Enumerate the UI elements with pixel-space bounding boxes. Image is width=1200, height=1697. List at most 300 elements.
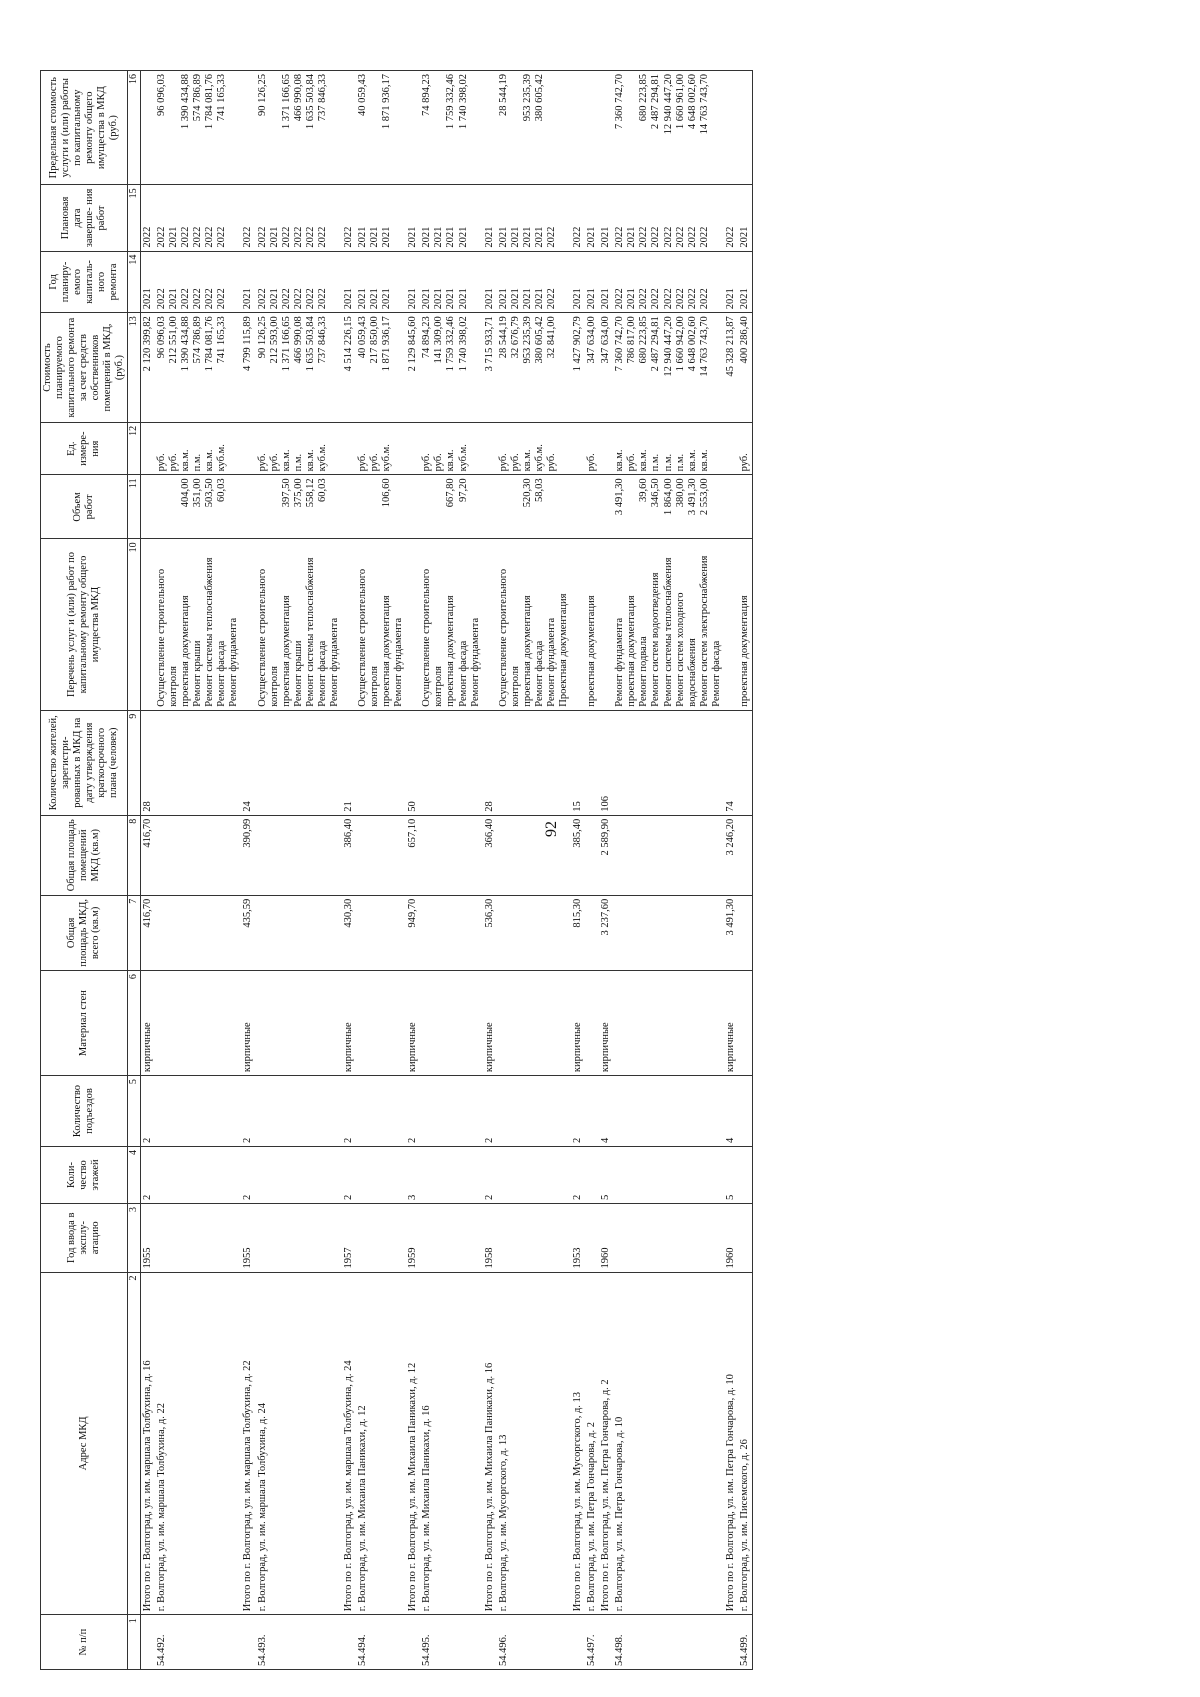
cell-address: Итого по г. Волгоград, ул. им. Михаила Паникахи, д. 16 — [483, 1272, 497, 1615]
cell-completion-year: 2022 — [571, 185, 585, 251]
table-row — [613, 71, 724, 1670]
table-row — [342, 71, 356, 1670]
cell-cost: 74 894,23 141 309,00 1 759 332,46 1 740 398,02 — [420, 313, 482, 423]
cell-row-number: 54.492. — [155, 1615, 241, 1670]
cell-work-list: Осуществление строительного контроля проектная документация Ремонт крыши Ремонт системы теплоснабжения Ремонт фасада Ремонт фундамента — [155, 539, 241, 710]
cell-work-list: Ремонт фундамента проектная документация Ремонт подвала Ремонт систем водоотведения Ремонт системы теплоснабжения Ремонт систем холодного водоснабжения Ремонт систем электроснабжения Ремонт фасада — [613, 539, 724, 710]
cell-address: г. Волгоград, ул. им. Михаила Паникахи, д. 16 — [420, 1272, 482, 1615]
cell-cost: 347 634,00 — [599, 313, 613, 423]
cell-floors — [155, 1146, 241, 1203]
column-index-13: 13 — [128, 313, 141, 423]
cell-total-area — [420, 895, 482, 970]
cell-planned-year: 2021 — [483, 251, 497, 313]
table-row — [420, 71, 482, 1670]
cell-unit: руб. руб. кв.м. куб.м. — [420, 422, 482, 475]
cell-entrances — [497, 1076, 571, 1147]
column-index-6: 6 — [128, 971, 141, 1076]
cell-floors — [497, 1146, 571, 1203]
cell-cost: 1 427 902,79 — [571, 313, 585, 423]
table-row — [599, 71, 613, 1670]
cell-year-built: 1959 — [406, 1204, 420, 1273]
cell-work-volume: 3 491,30 39,60 346,50 1 864,00 380,00 3 491,30 2 553,00 — [613, 475, 724, 539]
page-number: 92 — [543, 821, 560, 837]
table-row — [738, 71, 753, 1670]
cell-address: Итого по г. Волгоград, ул. им. Петра Гончарова, д. 10 — [724, 1272, 738, 1615]
cell-planned-year: 2021 — [342, 251, 356, 313]
cell-work-list — [406, 539, 420, 710]
cell-address: Итого по г. Волгоград, ул. им. маршала Толбухина, д. 24 — [342, 1272, 356, 1615]
cell-total-area — [356, 895, 406, 970]
capital-repair-table — [40, 70, 753, 1670]
cell-cost: 4 799 115,89 — [241, 313, 255, 423]
column-header-3: Год ввода в эксплу- атацию — [41, 1204, 128, 1273]
cell-work-volume — [241, 475, 255, 539]
cell-limit-cost: 96 096,03 1 390 434,88 574 786,89 1 784 081,76 741 165,33 — [155, 71, 241, 185]
cell-floors — [738, 1146, 753, 1203]
cell-entrances: 4 — [599, 1076, 613, 1147]
cell-residents — [497, 710, 571, 815]
cell-planned-year: 2021 — [406, 251, 420, 313]
table-row — [571, 71, 585, 1670]
cell-wall-material — [738, 971, 753, 1076]
cell-work-list — [342, 539, 356, 710]
cell-unit — [342, 422, 356, 475]
cell-completion-year: 2021 2021 2021 — [356, 185, 406, 251]
cell-entrances — [256, 1076, 342, 1147]
cell-premises-area — [585, 815, 599, 895]
cell-work-volume: 404,00 351,00 503,50 60,03 — [155, 475, 241, 539]
cell-entrances: 2 — [241, 1076, 255, 1147]
cell-completion-year: 2022 — [342, 185, 356, 251]
cell-total-area: 536,30 — [483, 895, 497, 970]
column-header-2: Адрес МКД — [41, 1272, 128, 1615]
cell-premises-area — [613, 815, 724, 895]
cell-floors: 5 — [599, 1146, 613, 1203]
cell-row-number: 54.495. — [420, 1615, 482, 1670]
cell-wall-material: кирпичные — [571, 971, 585, 1076]
cell-limit-cost — [483, 71, 497, 185]
cell-year-built — [497, 1204, 571, 1273]
cell-address: Итого по г. Волгоград, ул. им. маршала Толбухина, д. 22 — [241, 1272, 255, 1615]
cell-residents — [155, 710, 241, 815]
cell-residents — [356, 710, 406, 815]
cell-row-number — [724, 1615, 738, 1670]
cell-address: Итого по г. Волгоград, ул. им. Петра Гончарова, д. 2 — [599, 1272, 613, 1615]
cell-wall-material — [420, 971, 482, 1076]
cell-limit-cost — [140, 71, 155, 185]
cell-planned-year: 2021 — [724, 251, 738, 313]
cell-entrances: 2 — [342, 1076, 356, 1147]
cell-entrances — [613, 1076, 724, 1147]
cell-work-list — [241, 539, 255, 710]
cell-entrances — [356, 1076, 406, 1147]
cell-unit — [406, 422, 420, 475]
cell-work-volume — [599, 475, 613, 539]
cell-work-volume — [571, 475, 585, 539]
cell-year-built — [738, 1204, 753, 1273]
cell-floors: 2 — [483, 1146, 497, 1203]
cell-work-volume — [483, 475, 497, 539]
cell-floors — [585, 1146, 599, 1203]
cell-completion-year: 2022 2021 2022 2022 2022 2022 — [256, 185, 342, 251]
cell-premises-area: 416,70 — [140, 815, 155, 895]
cell-planned-year: 2021 — [571, 251, 585, 313]
cell-work-volume: 667,80 97,20 — [420, 475, 482, 539]
column-header-13: Стоимость планируемого капитального ремонта за счет средств собственников помещений в МКД, (руб.) — [41, 313, 128, 423]
cell-wall-material: кирпичные — [406, 971, 420, 1076]
cell-premises-area — [155, 815, 241, 895]
column-index-11: 11 — [128, 475, 141, 539]
cell-completion-year: 2021 — [483, 185, 497, 251]
cell-floors — [356, 1146, 406, 1203]
table-row — [497, 71, 571, 1670]
cell-planned-year: 2021 2021 2021 2021 2022 — [497, 251, 571, 313]
cell-wall-material — [356, 971, 406, 1076]
cell-work-list: Осуществление строительного контроля проектная документация Ремонт крыши Ремонт системы теплоснабжения Ремонт фасада Ремонт фундамента — [256, 539, 342, 710]
cell-work-list — [724, 539, 738, 710]
column-header-9: Количество жителей, зарегистри- рованных в МКД на дату утверждения краткосрочного плана (человек) — [41, 710, 128, 815]
cell-entrances: 2 — [140, 1076, 155, 1147]
cell-unit: руб. — [738, 422, 753, 475]
column-index-2: 2 — [128, 1272, 141, 1615]
cell-row-number — [599, 1615, 613, 1670]
cell-cost: 4 514 226,15 — [342, 313, 356, 423]
cell-address: Итого по г. Волгоград, ул. им. Мусоргского, д. 13 — [571, 1272, 585, 1615]
cell-residents: 74 — [724, 710, 738, 815]
cell-total-area: 815,30 — [571, 895, 585, 970]
cell-floors — [420, 1146, 482, 1203]
cell-planned-year: 2021 — [738, 251, 753, 313]
cell-wall-material: кирпичные — [342, 971, 356, 1076]
cell-year-built — [256, 1204, 342, 1273]
column-header-7: Общая площадь МКД, всего (кв.м) — [41, 895, 128, 970]
cell-year-built: 1957 — [342, 1204, 356, 1273]
cell-planned-year: 2022 2021 2022 2022 2022 2022 — [256, 251, 342, 313]
cell-total-area — [497, 895, 571, 970]
cell-address: г. Волгоград, ул. им. маршала Толбухина, д. 24 — [256, 1272, 342, 1615]
column-index-9: 9 — [128, 710, 141, 815]
cell-premises-area — [256, 815, 342, 895]
cell-completion-year: 2022 — [241, 185, 255, 251]
cell-work-list: Осуществление строительного контроля проектная документация Ремонт фасада Ремонт фундамента — [420, 539, 482, 710]
cell-floors: 2 — [342, 1146, 356, 1203]
column-index-14: 14 — [128, 251, 141, 313]
cell-row-number: 54.499. — [738, 1615, 753, 1670]
cell-cost: 90 126,25 212 593,00 1 371 166,65 466 990,08 1 635 503,84 737 846,33 — [256, 313, 342, 423]
cell-work-list: проектная документация — [585, 539, 599, 710]
cell-wall-material — [497, 971, 571, 1076]
column-header-5: Количество подъездов — [41, 1076, 128, 1147]
cell-wall-material: кирпичные — [241, 971, 255, 1076]
column-header-4: Коли- чество этажей — [41, 1146, 128, 1203]
column-header-6: Материал стен — [41, 971, 128, 1076]
cell-planned-year: 2022 2021 2022 2022 2022 2022 2022 2022 — [613, 251, 724, 313]
cell-residents: 106 — [599, 710, 613, 815]
cell-year-built — [356, 1204, 406, 1273]
cell-wall-material: кирпичные — [140, 971, 155, 1076]
cell-planned-year: 2021 2021 2021 2021 — [420, 251, 482, 313]
cell-planned-year: 2021 — [140, 251, 155, 313]
cell-entrances: 2 — [571, 1076, 585, 1147]
cell-premises-area: 3 246,20 — [724, 815, 738, 895]
cell-wall-material — [585, 971, 599, 1076]
cell-completion-year: 2021 — [738, 185, 753, 251]
cell-total-area: 3 237,60 — [599, 895, 613, 970]
cell-cost: 28 544,19 32 676,79 953 235,39 380 605,42 32 841,00 — [497, 313, 571, 423]
cell-row-number — [483, 1615, 497, 1670]
cell-entrances: 4 — [724, 1076, 738, 1147]
table-row — [140, 71, 155, 1670]
cell-work-volume: 106,60 — [356, 475, 406, 539]
cell-completion-year: 2022 2021 2022 2022 2022 2022 — [155, 185, 241, 251]
cell-residents: 28 — [483, 710, 497, 815]
table-row — [483, 71, 497, 1670]
cell-floors — [613, 1146, 724, 1203]
cell-planned-year: 2021 2021 2021 — [356, 251, 406, 313]
cell-planned-year: 2021 — [599, 251, 613, 313]
column-index-7: 7 — [128, 895, 141, 970]
cell-cost: 400 286,40 — [738, 313, 753, 423]
cell-unit — [241, 422, 255, 475]
cell-limit-cost — [585, 71, 599, 185]
column-index-10: 10 — [128, 539, 141, 710]
cell-premises-area — [738, 815, 753, 895]
cell-completion-year: 2022 — [140, 185, 155, 251]
table-row — [406, 71, 420, 1670]
table-row — [155, 71, 241, 1670]
cell-work-volume — [738, 475, 753, 539]
cell-total-area: 3 491,30 — [724, 895, 738, 970]
column-index-12: 12 — [128, 422, 141, 475]
cell-residents — [585, 710, 599, 815]
cell-residents: 24 — [241, 710, 255, 815]
cell-completion-year: 2021 — [599, 185, 613, 251]
cell-residents — [420, 710, 482, 815]
cell-total-area — [738, 895, 753, 970]
cell-address: г. Волгоград, ул. им. маршала Толбухина, д. 22 — [155, 1272, 241, 1615]
column-header-16: Предельная стоимость услуги и (или) работы по капитальному ремонту общего имущества в МКД (руб.) — [41, 71, 128, 185]
cell-limit-cost — [342, 71, 356, 185]
cell-address: г. Волгоград, ул. им. Михаила Паникахи, д. 12 — [356, 1272, 406, 1615]
column-header-15: Плановая дата заверше- ния работ — [41, 185, 128, 251]
cell-limit-cost: 28 544,19 953 235,39 380 605,42 — [497, 71, 571, 185]
cell-address: г. Волгоград, ул. им. Писемского, д. 26 — [738, 1272, 753, 1615]
cell-planned-year: 2021 — [585, 251, 599, 313]
cell-premises-area — [420, 815, 482, 895]
cell-row-number — [241, 1615, 255, 1670]
cell-total-area — [585, 895, 599, 970]
column-header-12: Ед. измере- ния — [41, 422, 128, 475]
cell-work-list — [599, 539, 613, 710]
cell-limit-cost: 40 059,43 1 871 936,17 — [356, 71, 406, 185]
cell-year-built: 1960 — [599, 1204, 613, 1273]
column-index-3: 3 — [128, 1204, 141, 1273]
cell-floors: 3 — [406, 1146, 420, 1203]
cell-cost: 40 059,43 217 850,00 1 871 936,17 — [356, 313, 406, 423]
cell-unit: кв.м. руб. кв.м. п.м. п.м. п.м. кв.м. кв.м. — [613, 422, 724, 475]
cell-year-built: 1953 — [571, 1204, 585, 1273]
cell-residents — [738, 710, 753, 815]
cell-cost: 2 129 845,60 — [406, 313, 420, 423]
cell-wall-material: кирпичные — [724, 971, 738, 1076]
cell-year-built: 1958 — [483, 1204, 497, 1273]
cell-residents — [613, 710, 724, 815]
cell-work-volume — [342, 475, 356, 539]
column-header-1: № п/п — [41, 1615, 128, 1670]
cell-work-volume — [724, 475, 738, 539]
cell-wall-material — [155, 971, 241, 1076]
cell-entrances: 2 — [406, 1076, 420, 1147]
cell-completion-year: 2021 2021 2021 2021 2022 — [497, 185, 571, 251]
column-index-16: 16 — [128, 71, 141, 185]
cell-completion-year: 2022 2021 2022 2022 2022 2022 2022 2022 — [613, 185, 724, 251]
cell-entrances: 2 — [483, 1076, 497, 1147]
cell-row-number: 54.497. — [585, 1615, 599, 1670]
cell-limit-cost: 74 894,23 1 759 332,46 1 740 398,02 — [420, 71, 482, 185]
cell-address: г. Волгоград, ул. им. Мусоргского, д. 13 — [497, 1272, 571, 1615]
cell-unit — [724, 422, 738, 475]
cell-year-built: 1960 — [724, 1204, 738, 1273]
cell-work-volume — [585, 475, 599, 539]
cell-wall-material: кирпичные — [483, 971, 497, 1076]
cell-address: г. Волгоград, ул. им. Петра Гончарова, д. 2 — [585, 1272, 599, 1615]
cell-year-built: 1955 — [140, 1204, 155, 1273]
cell-completion-year: 2021 2021 2021 2021 — [420, 185, 482, 251]
cell-row-number — [571, 1615, 585, 1670]
cell-cost: 347 634,00 — [585, 313, 599, 423]
cell-limit-cost: 90 126,25 1 371 166,65 466 990,08 1 635 503,84 737 846,33 — [256, 71, 342, 185]
cell-unit — [140, 422, 155, 475]
cell-unit — [571, 422, 585, 475]
cell-residents: 21 — [342, 710, 356, 815]
cell-work-volume — [406, 475, 420, 539]
cell-unit: руб. руб. кв.м. куб.м. руб. — [497, 422, 571, 475]
cell-completion-year: 2021 — [406, 185, 420, 251]
cell-premises-area — [356, 815, 406, 895]
cell-unit: руб. руб. кв.м. п.м. кв.м. куб.м. — [256, 422, 342, 475]
cell-floors — [256, 1146, 342, 1203]
column-header-14: Год планиру- емого капиталь- ного ремонта — [41, 251, 128, 313]
cell-unit — [599, 422, 613, 475]
cell-row-number: 54.498. — [613, 1615, 724, 1670]
column-index-5: 5 — [128, 1076, 141, 1147]
cell-row-number: 54.496. — [497, 1615, 571, 1670]
cell-address: Итого по г. Волгоград, ул. им. Михаила Паникахи, д. 12 — [406, 1272, 420, 1615]
cell-row-number — [140, 1615, 155, 1670]
cell-residents: 15 — [571, 710, 585, 815]
cell-limit-cost — [241, 71, 255, 185]
column-index-8: 8 — [128, 815, 141, 895]
cell-limit-cost — [738, 71, 753, 185]
cell-year-built — [613, 1204, 724, 1273]
cell-address: Итого по г. Волгоград, ул. им. маршала Толбухина, д. 16 — [140, 1272, 155, 1615]
cell-unit: руб. — [585, 422, 599, 475]
cell-cost: 96 096,03 212 551,00 1 390 434,88 574 786,89 1 784 081,76 741 165,33 — [155, 313, 241, 423]
cell-premises-area: 385,40 — [571, 815, 585, 895]
cell-limit-cost — [571, 71, 585, 185]
cell-work-list: Осуществление строительного контроля проектная документация Ремонт фундамента — [356, 539, 406, 710]
cell-completion-year: 2022 — [724, 185, 738, 251]
cell-row-number: 54.493. — [256, 1615, 342, 1670]
cell-total-area — [155, 895, 241, 970]
cell-row-number — [342, 1615, 356, 1670]
cell-work-list: проектная документация — [738, 539, 753, 710]
cell-work-volume: 397,50 375,00 558,12 60,03 — [256, 475, 342, 539]
cell-floors: 2 — [571, 1146, 585, 1203]
cell-planned-year: 2022 2021 2022 2022 2022 2022 — [155, 251, 241, 313]
cell-cost: 7 360 742,70 786 817,00 680 223,85 2 487 294,81 12 940 447,20 1 660 942,00 4 648 002,60 14 763 743,70 — [613, 313, 724, 423]
cell-year-built: 1955 — [241, 1204, 255, 1273]
table-header — [41, 71, 141, 1670]
cell-limit-cost: 7 360 742,70 680 223,85 2 487 294,81 12 940 447,20 1 660 961,00 4 648 002,60 14 763 743,70 — [613, 71, 724, 185]
cell-limit-cost — [599, 71, 613, 185]
cell-total-area: 435,59 — [241, 895, 255, 970]
cell-floors: 2 — [241, 1146, 255, 1203]
cell-completion-year: 2021 — [585, 185, 599, 251]
table-row — [585, 71, 599, 1670]
cell-premises-area: 386,40 — [342, 815, 356, 895]
cell-wall-material — [613, 971, 724, 1076]
cell-unit: руб. руб. кв.м. п.м. кв.м. куб.м. — [155, 422, 241, 475]
rotated-table-container — [40, 70, 1060, 1670]
cell-work-volume — [140, 475, 155, 539]
cell-floors: 5 — [724, 1146, 738, 1203]
cell-entrances — [738, 1076, 753, 1147]
cell-cost: 3 715 933,71 — [483, 313, 497, 423]
cell-entrances — [585, 1076, 599, 1147]
cell-premises-area: 390,99 — [241, 815, 255, 895]
table-row — [724, 71, 738, 1670]
cell-premises-area — [497, 815, 571, 895]
cell-unit: руб. руб. куб.м. — [356, 422, 406, 475]
cell-work-list — [140, 539, 155, 710]
cell-wall-material: кирпичные — [599, 971, 613, 1076]
cell-work-volume: 520,30 58,03 — [497, 475, 571, 539]
cell-limit-cost — [724, 71, 738, 185]
cell-address: г. Волгоград, ул. им. Петра Гончарова, д. 10 — [613, 1272, 724, 1615]
cell-residents: 28 — [140, 710, 155, 815]
cell-work-list — [571, 539, 585, 710]
cell-floors: 2 — [140, 1146, 155, 1203]
cell-total-area: 416,70 — [140, 895, 155, 970]
table-row — [356, 71, 406, 1670]
cell-premises-area: 366,40 — [483, 815, 497, 895]
cell-premises-area: 657,10 — [406, 815, 420, 895]
column-index-4: 4 — [128, 1146, 141, 1203]
cell-cost: 2 120 399,82 — [140, 313, 155, 423]
cell-premises-area: 2 589,90 — [599, 815, 613, 895]
column-index-15: 15 — [128, 185, 141, 251]
cell-planned-year: 2021 — [241, 251, 255, 313]
column-header-11: Объем работ — [41, 475, 128, 539]
cell-residents: 50 — [406, 710, 420, 815]
cell-work-list: Осуществление строительного контроля проектная документация Ремонт фасада Ремонт фундамента Проектная документация — [497, 539, 571, 710]
table-row — [256, 71, 342, 1670]
cell-entrances — [155, 1076, 241, 1147]
table-row — [241, 71, 255, 1670]
column-header-8: Общая площадь помещений МКД (кв.м) — [41, 815, 128, 895]
column-header-10: Перечень услуг и (или) работ по капитальному ремонту общего имущества МКД — [41, 539, 128, 710]
cell-residents — [256, 710, 342, 815]
cell-work-list — [483, 539, 497, 710]
cell-total-area — [613, 895, 724, 970]
cell-limit-cost — [406, 71, 420, 185]
cell-entrances — [420, 1076, 482, 1147]
cell-wall-material — [256, 971, 342, 1076]
cell-year-built — [155, 1204, 241, 1273]
cell-total-area: 430,30 — [342, 895, 356, 970]
column-index-1: 1 — [128, 1615, 141, 1670]
